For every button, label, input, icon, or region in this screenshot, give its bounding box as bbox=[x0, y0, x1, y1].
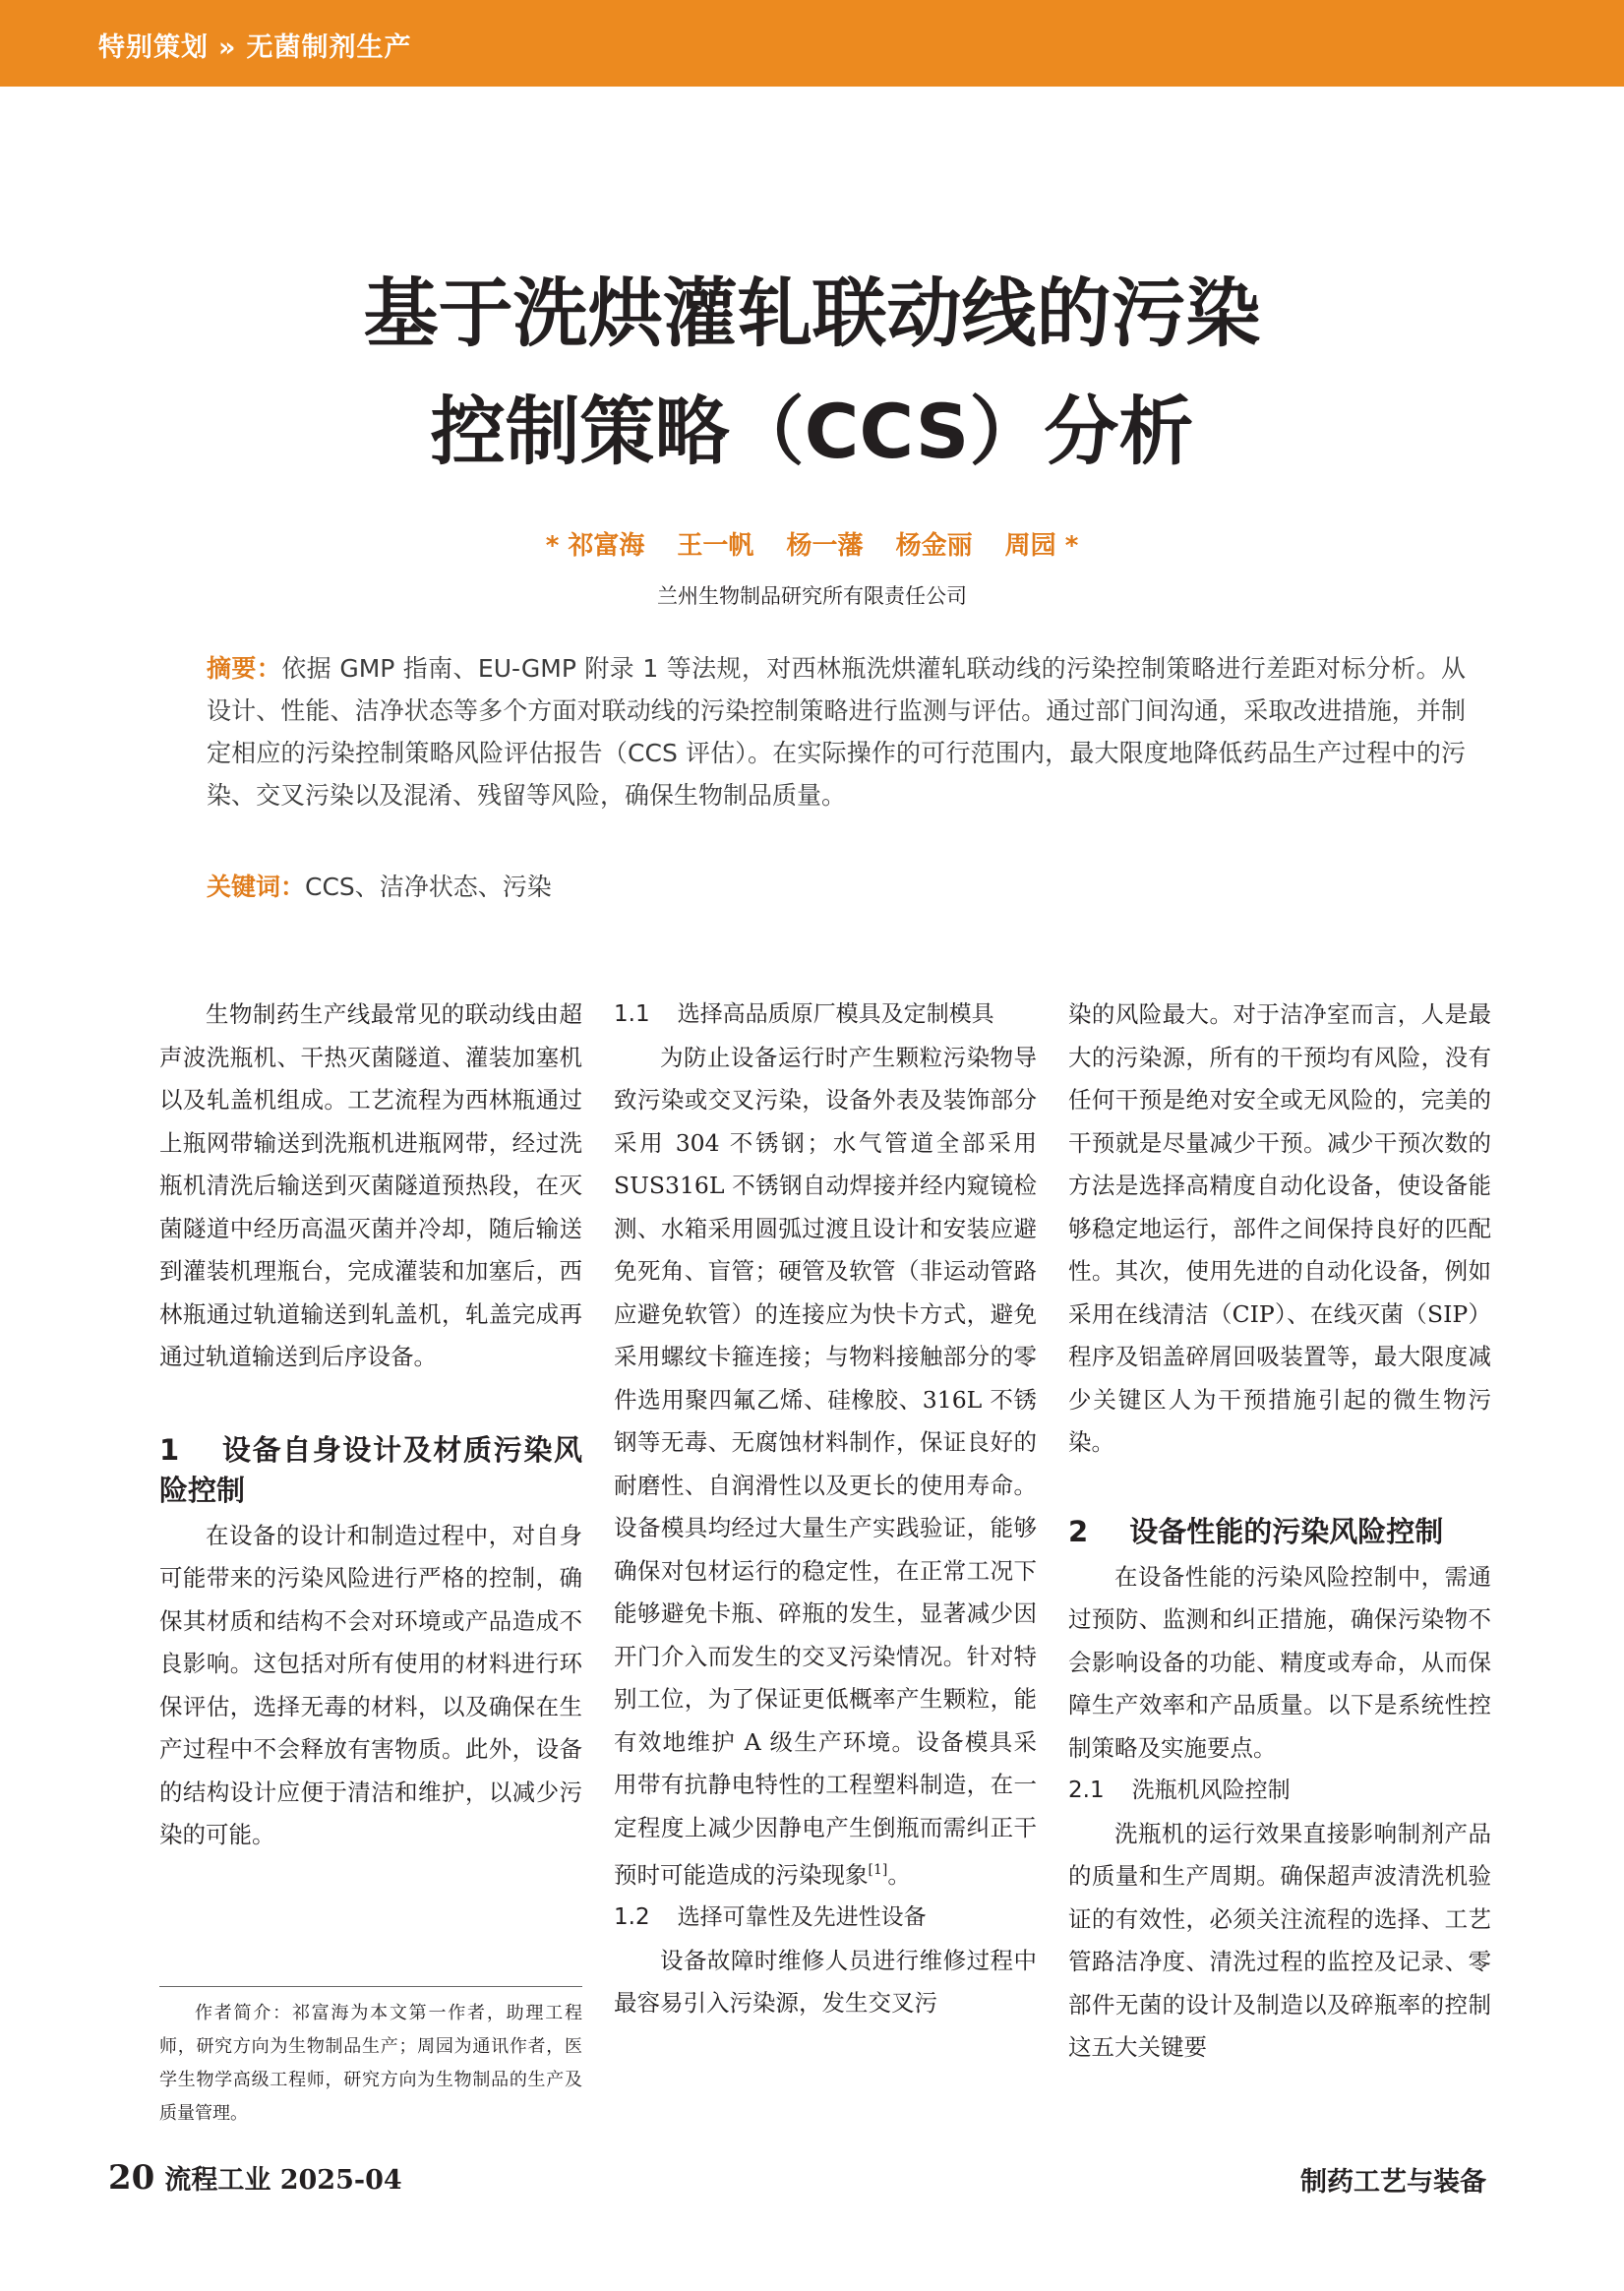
page-number: 20 bbox=[108, 2158, 155, 2198]
abstract bbox=[207, 647, 1466, 816]
subsection-heading-1-1 bbox=[614, 994, 1037, 1037]
footer-column-name: 制药工艺与装备 bbox=[1300, 2167, 1486, 2198]
paragraph: 设备故障时维修人员进行维修过程中最容易引入污染源，发生交叉污 bbox=[614, 1946, 1037, 2018]
section-label: 特别策划 bbox=[98, 32, 209, 63]
section-header-bar bbox=[0, 0, 1624, 87]
subsection-title: 选择高品质原厂模具及定制模具 bbox=[677, 1001, 994, 1027]
author-name: 王一帆 bbox=[677, 531, 754, 561]
abstract-text: 依据 GMP 指南、EU-GMP 附录 1 等法规，对西林瓶洗烘灌轧联动线的污染控制策略进行差距对标分析。从设计、性能、洁净状态等多个方面对联动线的污染控制策略进行监测与评估。通过部门间沟通，采取改进措施，并制定相应的污染控制策略风险评估报告（CCS 评估）。在实际操作的可行范围内，最大限度地降低药品生产过程中的污染、交叉污染以及混淆、残留等风险，确保生物制品质量。 bbox=[207, 654, 1466, 810]
paragraph: 洗瓶机的运行效果直接影响制剂产品的质量和生产周期。确保超声波清洗机验证的有效性，必须关注流程的选择、工艺管路洁净度、清洗过程的监控及记录、零部件无菌的设计及制造以及碎瓶率的控制这五大关键要 bbox=[1068, 1819, 1491, 2061]
double-chevron-icon: » bbox=[218, 32, 237, 63]
author-name: 杨一藩 bbox=[786, 531, 864, 561]
subsection-number: 1.2 bbox=[614, 1904, 650, 1931]
journal-issue: 流程工业 2025-04 bbox=[164, 2165, 402, 2196]
body-column-3 bbox=[1068, 994, 1491, 2070]
section-title: 设备自身设计及材质污染风险控制 bbox=[159, 1432, 582, 1507]
author-list bbox=[0, 525, 1624, 562]
section-title: 设备性能的污染风险控制 bbox=[1129, 1514, 1444, 1548]
author-name: * 祁富海 bbox=[545, 531, 645, 561]
subsection-title: 洗瓶机风险控制 bbox=[1131, 1778, 1291, 1803]
paragraph: 染的风险最大。对于洁净室而言，人是最大的污染源，所有的干预均有风险，没有任何干预是绝对安全或无风险的，完美的干预就是尽量减少干预。减少干预次数的方法是选择高精度自动化设备，使设备能够稳定地运行，部件之间保持良好的匹配性。其次，使用先进的自动化设备，例如采用在线清洁（CIP）、在线灭菌（SIP）程序及铝盖碎屑回吸装置等，最大限度减少关键区人为干预措施引起的微生物污染。 bbox=[1068, 1000, 1491, 1456]
body-column-2 bbox=[614, 994, 1037, 2025]
article-title-line-1: 基于洗烘灌轧联动线的污染 bbox=[363, 270, 1261, 357]
subsection-number: 1.1 bbox=[614, 1001, 650, 1027]
paragraph: 在设备性能的污染风险控制中，需通过预防、监测和纠正措施，确保污染物不会影响设备的功能、精度或寿命，从而保障生产效率和产品质量。以下是系统性控制策略及实施要点。 bbox=[1068, 1562, 1491, 1762]
section-number: 1 bbox=[159, 1432, 180, 1467]
keywords bbox=[207, 868, 552, 903]
subsection-heading-2-1 bbox=[1068, 1770, 1491, 1813]
section-breadcrumb bbox=[98, 26, 411, 64]
topic-label: 无菌制剂生产 bbox=[246, 32, 412, 63]
author-name: 杨金丽 bbox=[895, 531, 973, 561]
affiliation: 兰州生物制品研究所有限责任公司 bbox=[657, 584, 967, 608]
subsection-number: 2.1 bbox=[1068, 1778, 1105, 1803]
paragraph bbox=[614, 1037, 1037, 1898]
author-note: 作者简介：祁富海为本文第一作者，助理工程师，研究方向为生物制品生产；周园为通讯作者，医学生物学高级工程师，研究方向为生物制品的生产及质量管理。 bbox=[159, 1986, 582, 2131]
article-title-line-2: 控制策略（CCS）分析 bbox=[430, 388, 1194, 475]
reference-marker[interactable]: [1] bbox=[868, 1862, 888, 1878]
paragraph: 在设备的设计和制造过程中，对自身可能带来的污染风险进行严格的控制，确保其材质和结构不会对环境或产品造成不良影响。这包括对所有使用的材料进行环保评估，选择无毒的材料，以及确保在生产过程中不会释放有害物质。此外，设备的结构设计应便于清洁和维护，以减少污染的可能。 bbox=[159, 1521, 582, 1848]
paragraph-end: 。 bbox=[887, 1860, 911, 1889]
paragraph: 生物制药生产线最常见的联动线由超声波洗瓶机、干热灭菌隧道、灌装加塞机以及轧盖机组成。工艺流程为西林瓶通过上瓶网带输送到洗瓶机进瓶网带，经过洗瓶机清洗后输送到灭菌隧道预热段，在灭菌隧道中经历高温灭菌并冷却，随后输送到灌装机理瓶台，完成灌装和加塞后，西林瓶通过轨道输送到轧盖机，轧盖完成再通过轨道输送到后序设备。 bbox=[159, 1000, 582, 1370]
author-name: 周园 * bbox=[1004, 531, 1079, 561]
section-heading-2 bbox=[1068, 1512, 1491, 1552]
section-number: 2 bbox=[1068, 1514, 1089, 1548]
paragraph-text: 为防止设备运行时产生颗粒污染物导致污染或交叉污染，设备外表及装饰部分采用 304 不锈钢；水气管道全部采用 SUS316L 不锈钢自动焊接并经内窥镜检测、水箱采用圆弧过渡且设计和安装应避免死角、盲管；硬管及软管（非运动管路应避免软管）的连接应为快卡方式，避免采用螺纹卡箍连接；与物料接触部分的零件选用聚四氟乙烯、硅橡胶、316L 不锈钢等无毒、无腐蚀材料制作，保证良好的耐磨性、自润滑性以及更长的使用寿命。设备模具均经过大量生产实践验证，能够确保对包材运行的稳定性，在正常工况下能够避免卡瓶、碎瓶的发生，显著减少因开门介入而发生的交叉污染情况。针对特别工位，为了保证更低概率产生颗粒，能有效地维护 A 级生产环境。设备模具采用带有抗静电特性的工程塑料制造，在一定程度上减少因静电产生倒瓶而需纠正干预时可能造成的污染现象 bbox=[614, 1043, 1037, 1889]
body-column-1 bbox=[159, 994, 582, 1857]
footer-left bbox=[108, 2158, 402, 2198]
subsection-title: 选择可靠性及先进性设备 bbox=[677, 1904, 927, 1931]
keywords-text: CCS、洁净状态、污染 bbox=[305, 873, 552, 901]
keywords-label: 关键词： bbox=[207, 873, 306, 901]
subsection-heading-1-2 bbox=[614, 1897, 1037, 1940]
abstract-label: 摘要： bbox=[207, 654, 282, 683]
section-heading-1 bbox=[159, 1430, 582, 1511]
